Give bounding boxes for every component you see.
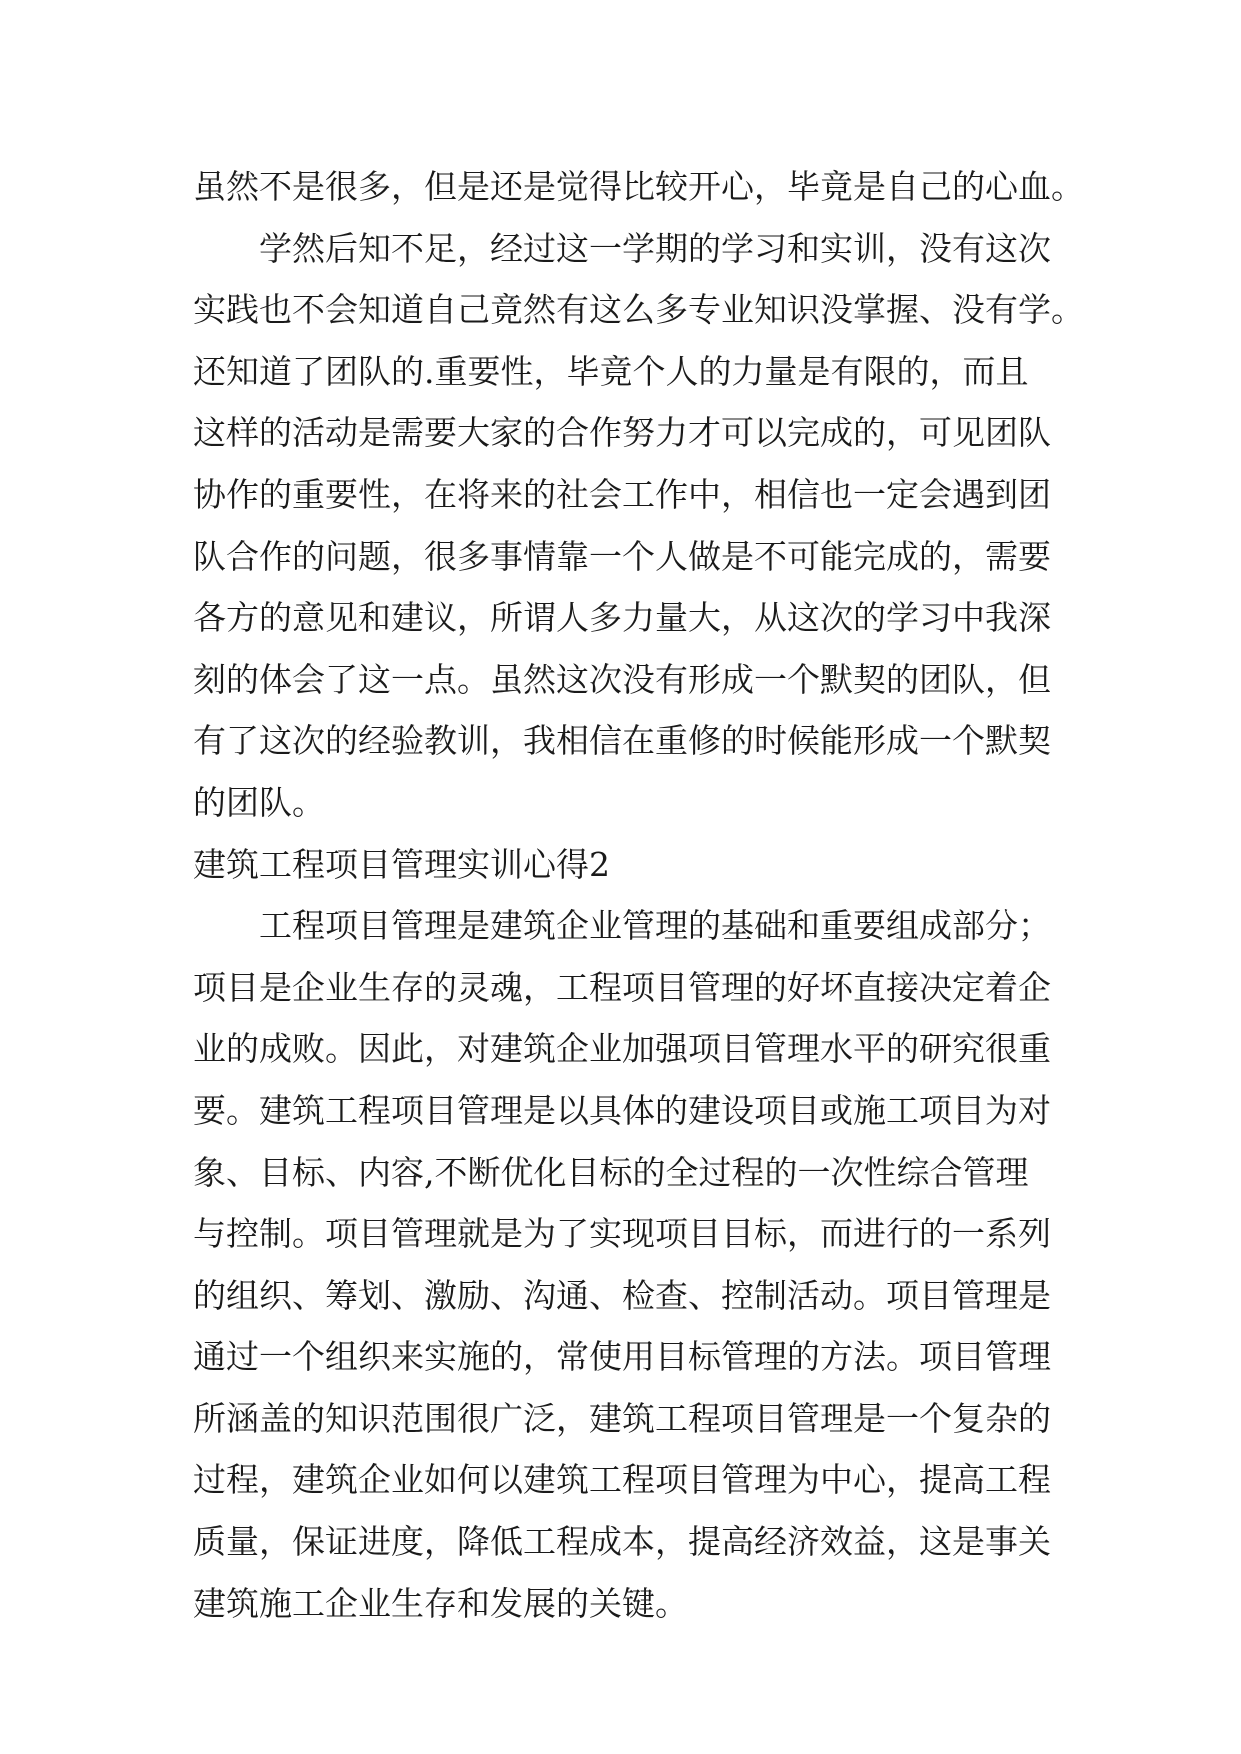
text-line: 有了这次的经验教训，我相信在重修的时候能形成一个默契 [193, 721, 1051, 761]
text-line: 这样的活动是需要大家的合作努力才可以完成的，可见团队 [193, 413, 1051, 453]
text-line: 通过一个组织来实施的，常使用目标管理的方法。项目管理 [193, 1337, 1051, 1377]
text-line: 业的成败。因此，对建筑企业加强项目管理水平的研究很重 [193, 1029, 1051, 1069]
text-line: 虽然不是很多，但是还是觉得比较开心，毕竟是自己的心血。 [193, 167, 1084, 206]
text-line: 过程，建筑企业如何以建筑工程项目管理为中心，提高工程 [193, 1460, 1051, 1500]
text-line: 与控制。项目管理就是为了实现项目目标，而进行的一系列 [193, 1214, 1051, 1254]
document-body [193, 156, 1084, 1634]
text-line: 的组织、筹划、激励、沟通、检查、控制活动。项目管理是 [193, 1275, 1051, 1315]
text-line: 实践也不会知道自己竟然有这么多专业知识没掌握、没有学。 [193, 290, 1084, 330]
text-line: 象、目标、内容,不断优化目标的全过程的一次性综合管理 [193, 1152, 1029, 1192]
text-line: 还知道了团队的.重要性，毕竟个人的力量是有限的，而且 [193, 351, 1029, 391]
paragraph-start-line: 学然后知不足，经过这一学期的学习和实训，没有这次 [259, 228, 1051, 268]
text-line: 刻的体会了这一点。虽然这次没有形成一个默契的团队，但 [193, 659, 1051, 699]
text-line: 要。建筑工程项目管理是以具体的建设项目或施工项目为对 [193, 1090, 1051, 1130]
text-line: 协作的重要性，在将来的社会工作中，相信也一定会遇到团 [193, 474, 1051, 514]
text-line: 建筑施工企业生存和发展的关键。 [193, 1583, 688, 1623]
section-heading: 建筑工程项目管理实训心得2 [193, 844, 610, 884]
text-line: 项目是企业生存的灵魂，工程项目管理的好坏直接决定着企 [193, 967, 1051, 1007]
text-line: 的团队。 [193, 782, 325, 822]
text-line: 所涵盖的知识范围很广泛，建筑工程项目管理是一个复杂的 [193, 1398, 1051, 1438]
text-line: 队合作的问题，很多事情靠一个人做是不可能完成的，需要 [193, 536, 1051, 576]
text-line: 各方的意见和建议，所谓人多力量大，从这次的学习中我深 [193, 598, 1051, 638]
text-line: 质量，保证进度，降低工程成本，提高经济效益，这是事关 [193, 1522, 1051, 1562]
paragraph-start-line: 工程项目管理是建筑企业管理的基础和重要组成部分； [259, 906, 1051, 946]
